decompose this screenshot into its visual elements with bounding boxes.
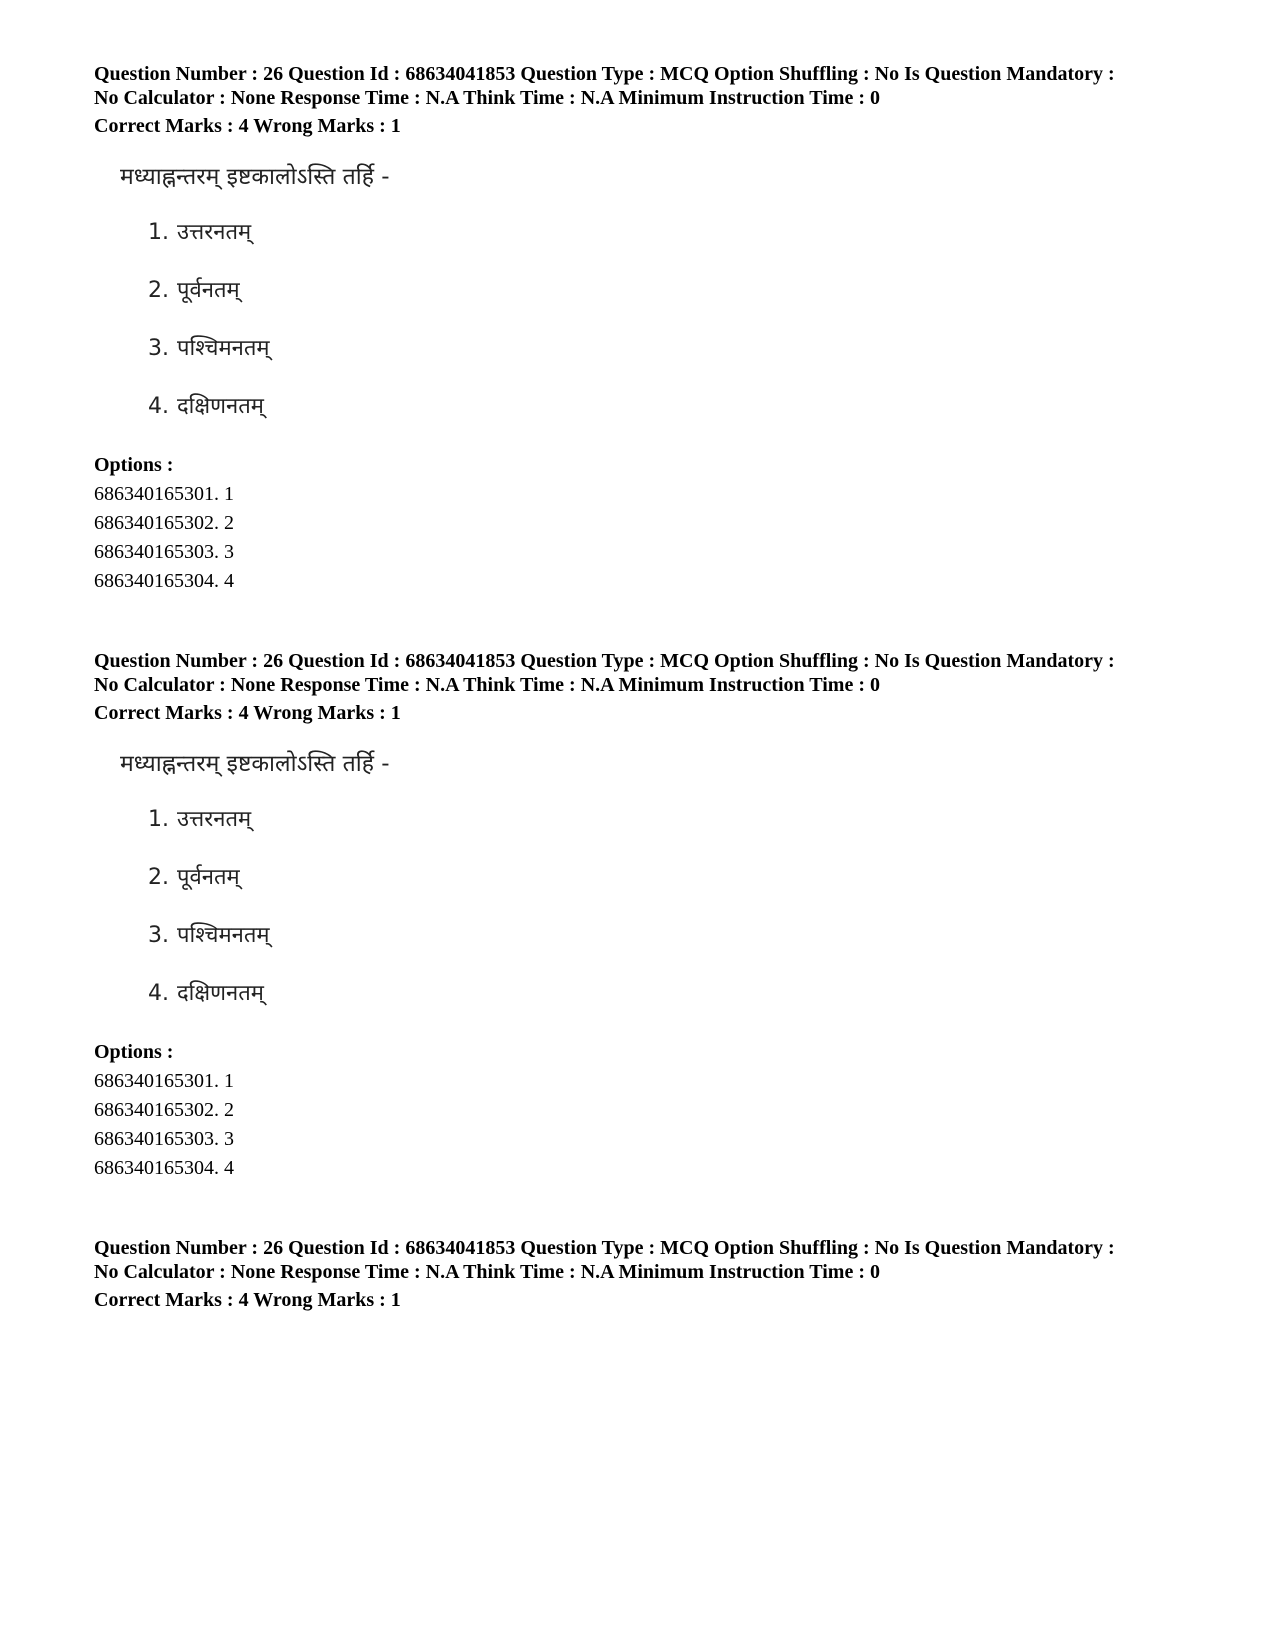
- choice-item: 3. पश्चिमनतम्: [148, 336, 270, 361]
- choice-item: 2. पूर्वनतम्: [148, 278, 240, 303]
- choice-item: 1. उत्तरनतम्: [148, 807, 252, 832]
- choice-list: [148, 805, 1214, 1009]
- question-header-line-2: No Calculator : None Response Time : N.A Think Time : N.A Minimum Instruction Time : 0: [94, 674, 880, 696]
- question-block-3: [94, 1236, 1214, 1312]
- option-id-list: [94, 1067, 1214, 1183]
- choice-item: 3. पश्चिमनतम्: [148, 923, 270, 948]
- option-id-item: 686340165302. 2: [94, 512, 234, 534]
- option-id-item: 686340165301. 1: [94, 483, 234, 505]
- option-id-item: 686340165304. 4: [94, 570, 234, 592]
- question-text: मध्याह्नन्तरम् इष्टकालोऽस्ति तर्हि -: [120, 751, 390, 777]
- marks-line: Correct Marks : 4 Wrong Marks : 1: [94, 115, 401, 137]
- option-id-item: 686340165302. 2: [94, 1099, 234, 1121]
- marks-line: Correct Marks : 4 Wrong Marks : 1: [94, 702, 401, 724]
- question-header-line-1: Question Number : 26 Question Id : 68634041853 Question Type : MCQ Option Shuffling : No Is Question Mandatory :: [94, 650, 1115, 672]
- question-header-line-2: No Calculator : None Response Time : N.A Think Time : N.A Minimum Instruction Time : 0: [94, 87, 880, 109]
- choice-list: [148, 218, 1214, 422]
- question-block-1: [94, 62, 1214, 596]
- choice-item: 4. दक्षिणनतम्: [148, 394, 264, 419]
- choice-item: 4. दक्षिणनतम्: [148, 981, 264, 1006]
- choice-item: 1. उत्तरनतम्: [148, 220, 252, 245]
- marks-line: Correct Marks : 4 Wrong Marks : 1: [94, 1289, 401, 1311]
- option-id-item: 686340165303. 3: [94, 541, 234, 563]
- choice-item: 2. पूर्वनतम्: [148, 865, 240, 890]
- question-block-2: [94, 649, 1214, 1183]
- options-label: Options :: [94, 454, 174, 476]
- option-id-list: [94, 480, 1214, 596]
- options-label: Options :: [94, 1041, 174, 1063]
- option-id-item: 686340165304. 4: [94, 1157, 234, 1179]
- question-header-line-1: Question Number : 26 Question Id : 68634041853 Question Type : MCQ Option Shuffling : No Is Question Mandatory :: [94, 1237, 1115, 1259]
- question-text: मध्याह्नन्तरम् इष्टकालोऽस्ति तर्हि -: [120, 164, 390, 190]
- question-header-line-2: No Calculator : None Response Time : N.A Think Time : N.A Minimum Instruction Time : 0: [94, 1261, 880, 1283]
- option-id-item: 686340165303. 3: [94, 1128, 234, 1150]
- question-header-line-1: Question Number : 26 Question Id : 68634041853 Question Type : MCQ Option Shuffling : No Is Question Mandatory :: [94, 63, 1115, 85]
- option-id-item: 686340165301. 1: [94, 1070, 234, 1092]
